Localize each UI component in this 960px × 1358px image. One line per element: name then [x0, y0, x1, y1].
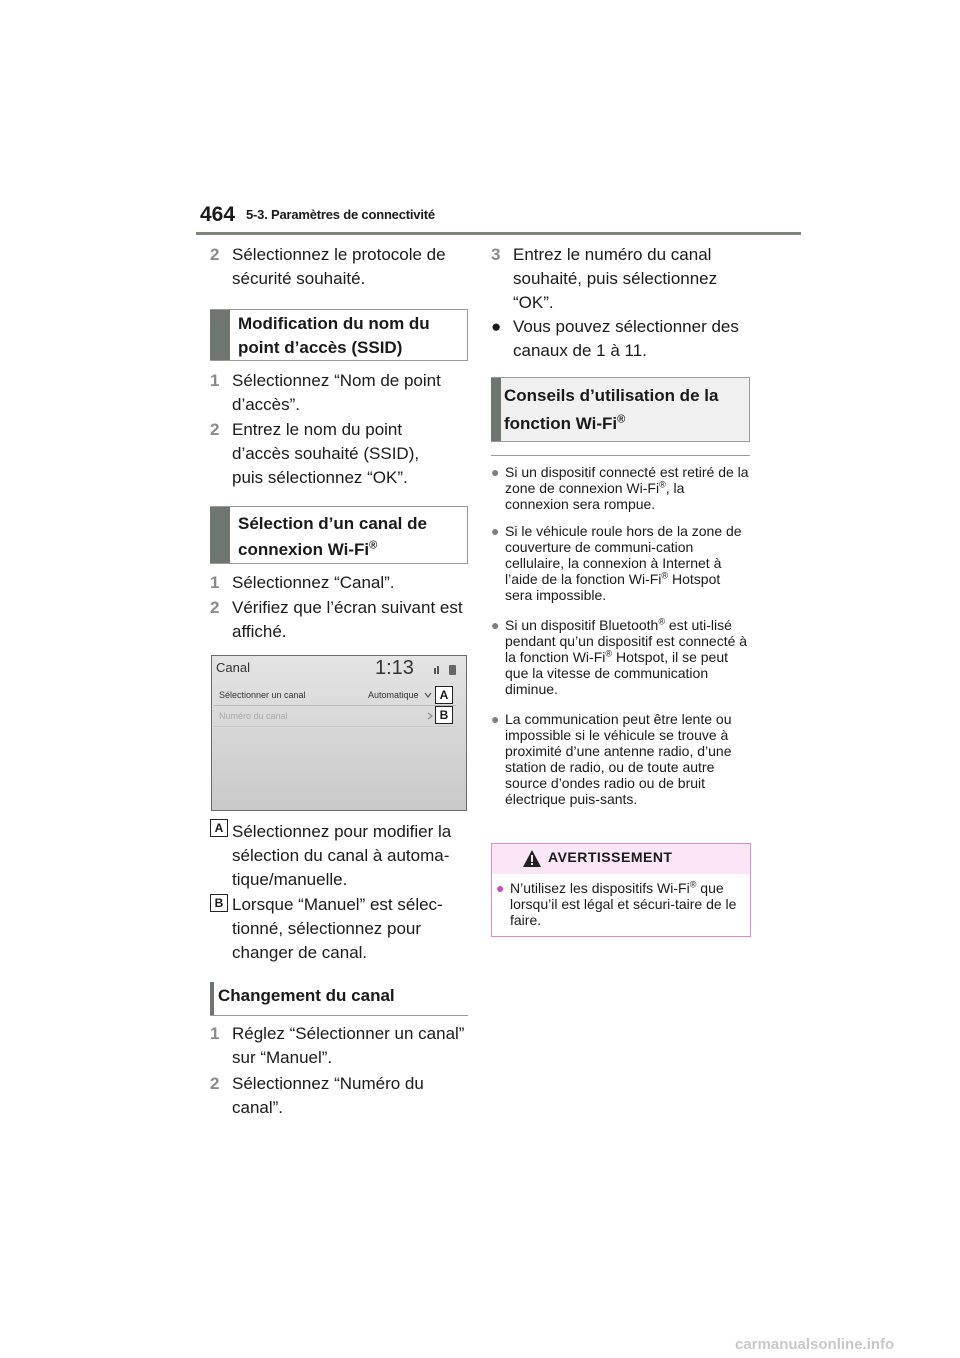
heading-channel-select: Sélection d’un canal de connexion Wi-Fi®	[210, 506, 468, 564]
step-verify-screen: 2 Vérifiez que l’écran suivant est affiché.	[210, 598, 463, 641]
screen-clock: 1:13	[375, 657, 414, 679]
step-enter-ssid: 2 Entrez le nom du point d’accès souhaité (SSID), puis sélectionnez “OK”.	[210, 420, 420, 487]
step-enter-channel: 3 Entrez le numéro du canal souhaité, puis sélectionnez “OK”.	[491, 245, 718, 312]
tips-divider	[491, 455, 750, 456]
screen-title: Canal	[216, 660, 250, 675]
marker-b: B	[435, 706, 453, 724]
page-number: 464	[200, 203, 236, 226]
marker-a: A	[435, 686, 453, 704]
note-a: Sélectionnez pour modifier la sélection du canal à automa-tique/manuelle.	[232, 822, 452, 889]
warning-triangle-icon	[522, 849, 542, 868]
step-select-ap-name: 1 Sélectionnez “Nom de point d’accès”.	[210, 371, 441, 414]
header-rule	[196, 232, 801, 235]
heading-ssid: Modification du nom du point d’accès (SSID)	[210, 309, 468, 361]
step-select-protocol: 2 Sélectionnez le protocole de sécurité souhaité.	[210, 245, 446, 288]
heading-wifi-tips: Conseils d’utilisation de la fonction Wi-Fi®	[491, 377, 750, 442]
note-a-letter: A	[210, 819, 228, 837]
watermark: carmanualsonline.info	[735, 1336, 895, 1353]
tip-3: ● Si un dispositif Bluetooth® est uti-lisé pendant qu’un dispositif est connecté à la fonction Wi-Fi® Hotspot, il se peut que la vitesse de communication diminue.	[491, 616, 748, 697]
status-icons	[432, 664, 462, 676]
heading-bar	[210, 982, 214, 1016]
tip-1: ● Si un dispositif connecté est retiré de la zone de connexion Wi-Fi®, la connexion sera rompue.	[491, 464, 749, 512]
tip-4: ● La communication peut être lente ou impossible si le véhicule se trouve à proximité d’une antenne radio, d’une station de radio, ou de toute autre source d’ondes radio ou de bruit électrique puis-sants.	[491, 711, 732, 807]
heading-change-channel: Changement du canal	[218, 986, 395, 1005]
heading-underline	[210, 1015, 468, 1016]
warning-title: AVERTISSEMENT	[548, 849, 673, 865]
section-title: 5-3. Paramètres de connectivité	[246, 207, 435, 222]
step-select-channel-number: 2 Sélectionnez “Numéro du canal”.	[210, 1074, 424, 1117]
tip-2: ● Si le véhicule roule hors de la zone de couverture de communi-cation cellulaire, la connexion à Internet à l’aide de la fonction Wi-Fi® Hotspot sera impossible.	[491, 523, 742, 603]
note-b: Lorsque “Manuel” est sélec-tionné, sélectionnez pour changer de canal.	[232, 895, 443, 962]
row-channel-number[interactable]: Numéro du canal	[214, 706, 456, 727]
chevron-down-icon	[424, 691, 432, 699]
chevron-right-icon	[426, 712, 434, 720]
warning-box	[491, 843, 751, 937]
channel-range-note: ● Vous pouvez sélectionner des canaux de 1 à 11.	[491, 317, 739, 360]
note-b-letter: B	[210, 894, 228, 912]
row-select-channel[interactable]: Sélectionner un canal Automatique	[214, 685, 456, 706]
warning-text: ● N’utilisez les dispositifs Wi-Fi® que lorsqu’il est légal et sécuri-taire de le faire.	[496, 879, 737, 928]
channel-screen-illustration	[211, 655, 467, 811]
step-select-channel: 1 Sélectionnez “Canal”.	[210, 573, 395, 592]
step-set-manual: 1 Réglez “Sélectionner un canal” sur “Manuel”.	[210, 1024, 465, 1067]
